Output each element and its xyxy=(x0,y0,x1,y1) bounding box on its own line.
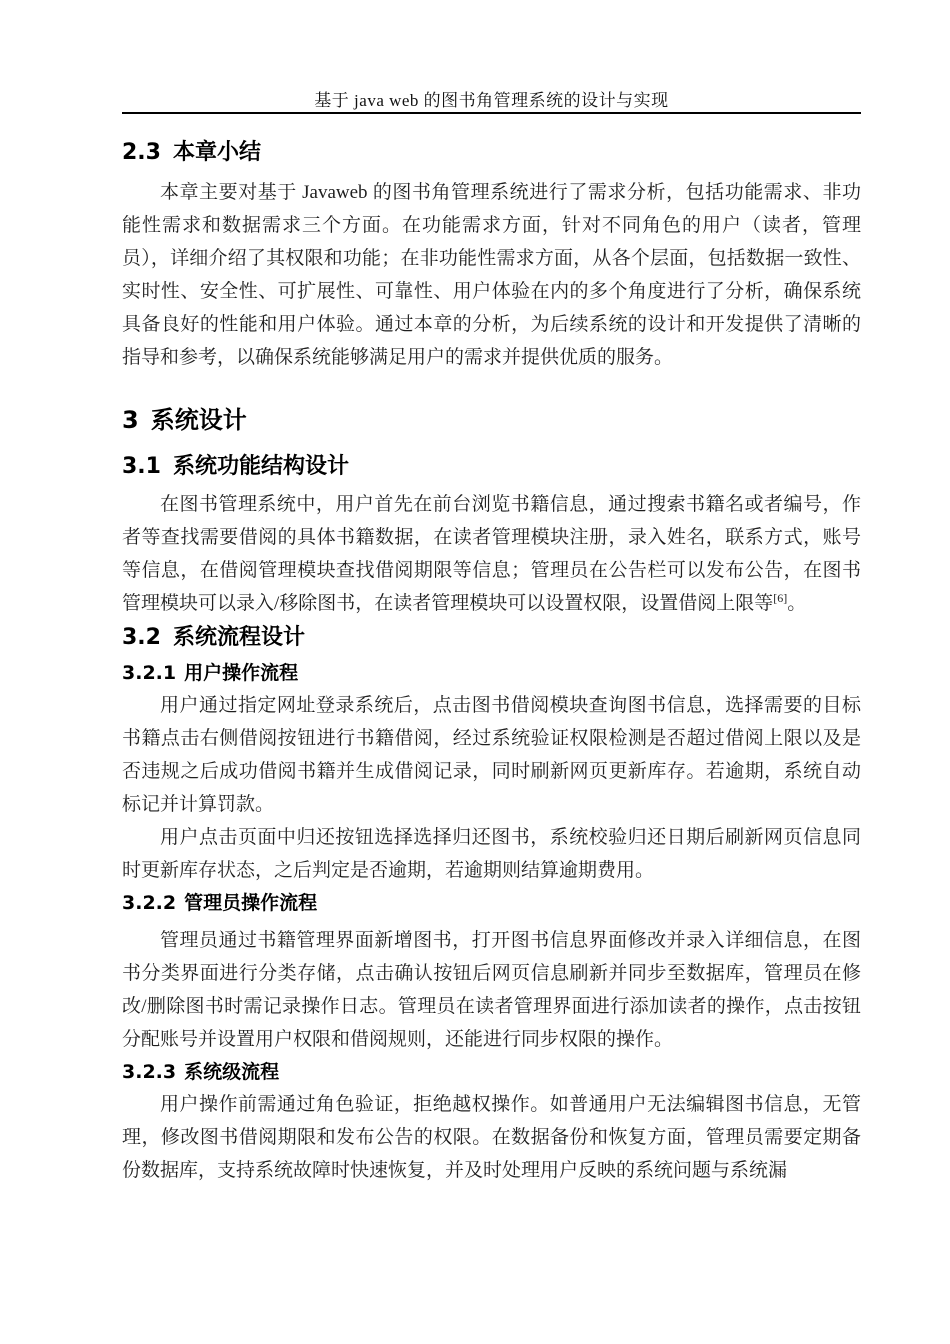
heading-2-3 xyxy=(122,138,861,167)
heading-3-2-1-title: 用户操作流程 xyxy=(184,662,299,684)
heading-3-2 xyxy=(122,623,861,652)
heading-3-1-number: 3.1 xyxy=(122,454,161,479)
heading-3-2-2-number: 3.2.2 xyxy=(122,892,177,914)
paragraph-3-2-2: 管理员通过书籍管理界面新增图书，打开图书信息界面修改并录入详细信息，在图书分类界面进行分类存储，点击确认按钮后网页信息刷新并同步至数据库，管理员在修改/删除图书时需记录操作日志。管理员在读者管理界面进行添加读者的操作，点击按钮分配账号并设置用户权限和借阅规则，还能进行同步权限的操作。 xyxy=(122,930,861,1050)
page-header-title: 基于 java web 的图书角管理系统的设计与实现 xyxy=(314,91,669,110)
heading-3-2-3 xyxy=(122,1059,861,1086)
heading-3-2-2-title: 管理员操作流程 xyxy=(184,892,318,914)
heading-chapter-3-number: 3 xyxy=(122,406,139,434)
heading-3-1 xyxy=(122,452,861,481)
paragraph-2-3: 本章主要对基于 Javaweb 的图书角管理系统进行了需求分析，包括功能需求、非功能性需求和数据需求三个方面。在功能需求方面，针对不同角色的用户（读者，管理员），详细介绍了其权限和功能；在非功能性需求方面，从各个层面，包括数据一致性、实时性、安全性、可扩展性、可靠性、用户体验在内的多个角度进行了分析，确保系统具备良好的性能和用户体验。通过本章的分析，为后续系统的设计和开发提供了清晰的指导和参考，以确保系统能够满足用户的需求并提供优质的服务。 xyxy=(122,182,861,368)
paragraph-3-2-1-a: 用户通过指定网址登录系统后，点击图书借阅模块查询图书信息，选择需要的目标书籍点击右侧借阅按钮进行书籍借阅，经过系统验证权限检测是否超过借阅上限以及是否违规之后成功借阅书籍并生成借阅记录，同时刷新网页更新库存。若逾期，系统自动标记并计算罚款。 xyxy=(122,695,861,815)
paragraph-3-1-text: 在图书管理系统中，用户首先在前台浏览书籍信息，通过搜索书籍名或者编号，作者等查找需要借阅的具体书籍数据，在读者管理模块注册，录入姓名，联系方式，账号等信息，在借阅管理模块查找借阅期限等信息；管理员在公告栏可以发布公告，在图书管理模块可以录入/移除图书，在读者管理模块可以设置权限，设置借阅上限等 xyxy=(122,494,861,614)
page-header xyxy=(122,0,861,114)
citation-6: [6] xyxy=(773,591,788,605)
heading-chapter-3 xyxy=(122,404,861,437)
heading-3-2-3-title: 系统级流程 xyxy=(184,1061,280,1083)
heading-3-2-number: 3.2 xyxy=(122,625,161,650)
heading-3-2-2 xyxy=(122,890,861,917)
heading-2-3-title: 本章小结 xyxy=(172,140,261,165)
paragraph-3-2-1-b: 用户点击页面中归还按钮选择选择归还图书，系统校验归还日期后刷新网页信息同时更新库存状态，之后判定是否逾期，若逾期则结算逾期费用。 xyxy=(122,827,861,881)
citation-6-period: 。 xyxy=(787,593,807,614)
heading-chapter-3-title: 系统设计 xyxy=(150,406,247,434)
heading-3-1-title: 系统功能结构设计 xyxy=(172,454,349,479)
heading-3-2-3-number: 3.2.3 xyxy=(122,1061,177,1083)
heading-3-2-1-number: 3.2.1 xyxy=(122,662,177,684)
heading-2-3-number: 2.3 xyxy=(122,140,161,165)
heading-3-2-1 xyxy=(122,660,861,687)
paragraph-3-1 xyxy=(122,488,861,620)
paragraph-3-2-3: 用户操作前需通过角色验证，拒绝越权操作。如普通用户无法编辑图书信息，无管理，修改图书借阅期限和发布公告的权限。在数据备份和恢复方面，管理员需要定期备份数据库，支持系统故障时快速恢复，并及时处理用户反映的系统问题与系统漏 xyxy=(122,1094,861,1181)
heading-3-2-title: 系统流程设计 xyxy=(172,625,305,650)
